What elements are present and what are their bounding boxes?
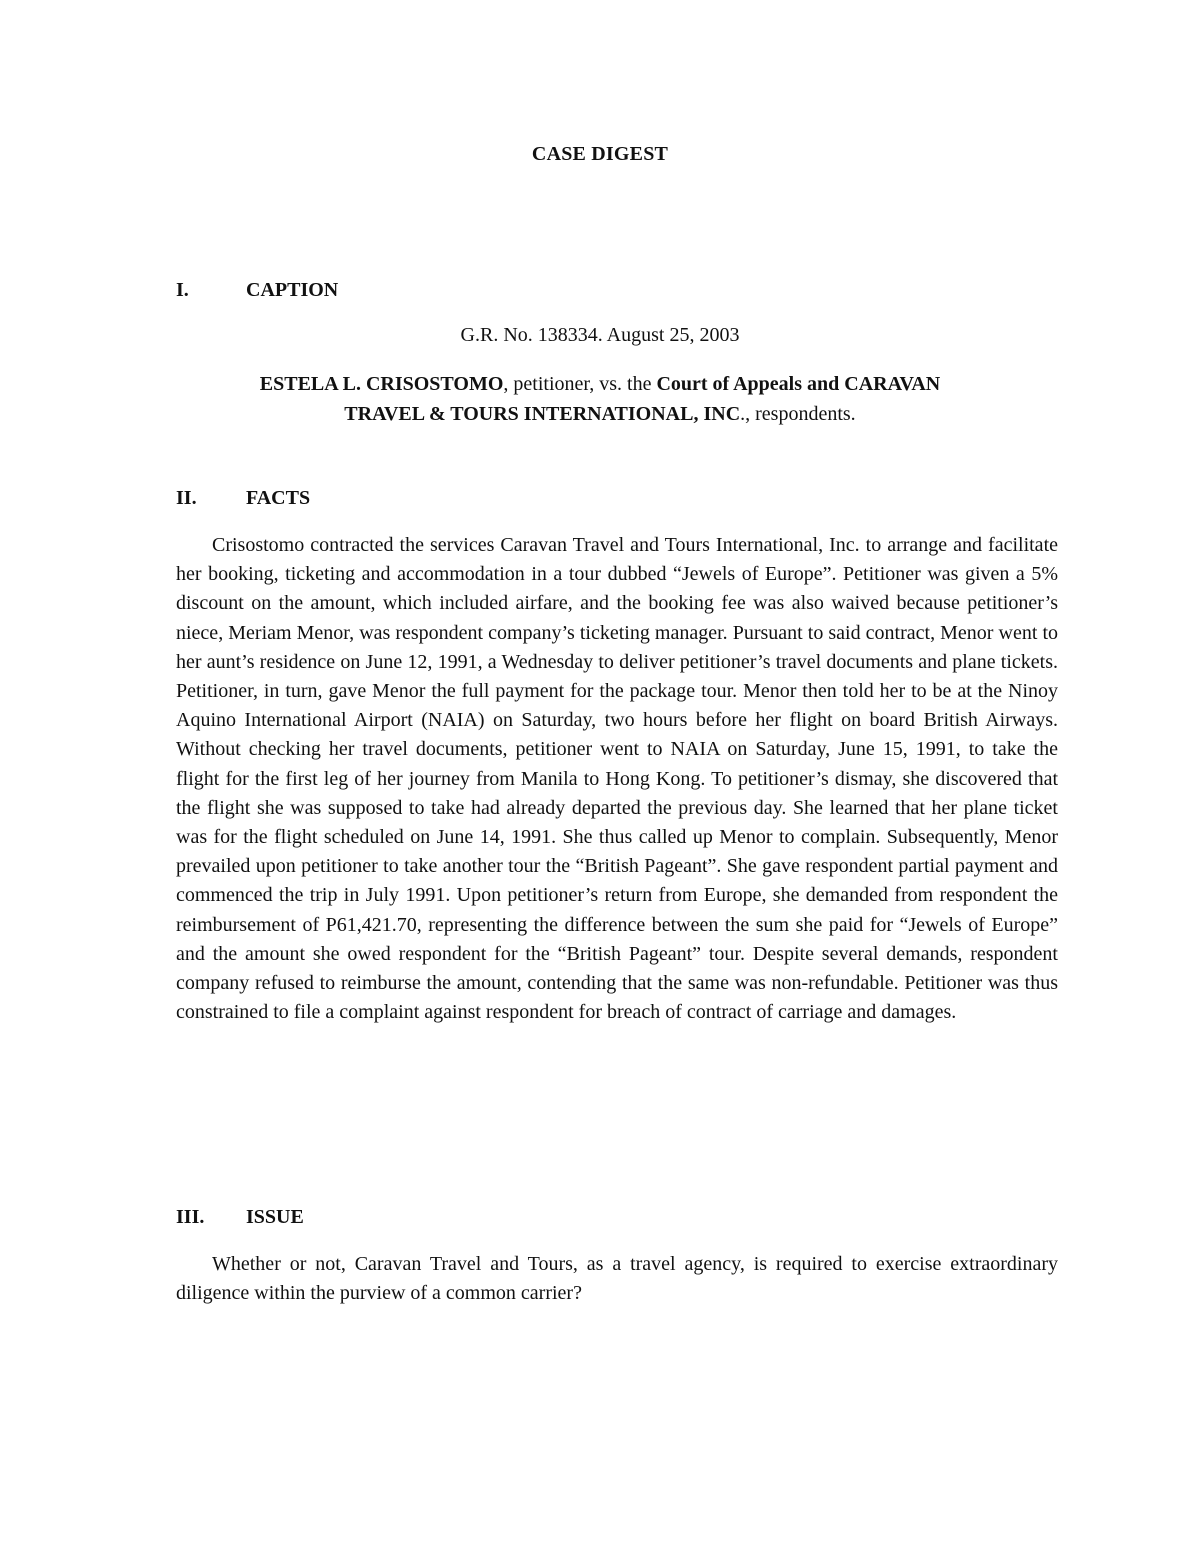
section-heading-facts bbox=[176, 487, 310, 510]
respondents-line-1: Court of Appeals and CARAVAN bbox=[656, 373, 941, 395]
section-title: CAPTION bbox=[246, 279, 339, 301]
respondents-suffix: ., respondents. bbox=[740, 403, 856, 425]
case-number-date: G.R. No. 138334. August 25, 2003 bbox=[460, 324, 740, 346]
section-number: II. bbox=[176, 487, 197, 509]
section-title: ISSUE bbox=[246, 1206, 304, 1228]
document-title: CASE DIGEST bbox=[531, 143, 669, 165]
case-parties bbox=[0, 369, 1200, 429]
respondents-line-2: TRAVEL & TOURS INTERNATIONAL, INC bbox=[344, 403, 741, 425]
section-number: I. bbox=[176, 279, 189, 301]
section-heading-caption bbox=[176, 279, 338, 302]
petitioner-role: , petitioner, vs. the bbox=[503, 373, 657, 395]
issue-paragraph: Whether or not, Caravan Travel and Tours, as a travel agency, is required to exercise extraordinary diligence within the purview of a common carrier? bbox=[176, 1253, 1058, 1305]
petitioner-name: ESTELA L. CRISOSTOMO bbox=[259, 373, 504, 395]
section-title: FACTS bbox=[246, 487, 311, 509]
section-number: III. bbox=[176, 1206, 205, 1228]
section-heading-issue bbox=[176, 1206, 304, 1229]
facts-paragraph: Crisostomo contracted the services Caravan Travel and Tours International, Inc. to arrange and facilitate her booking, ticketing and accommodation in a tour dubbed “Jewels of Europe”. Petitioner was given a 5% discount on the amount, which included airfare, and the booking fee was also waived because petitioner’s niece, Meriam Menor, was respondent company’s ticketing manager. Pursuant to said contract, Menor went to her aunt’s residence on June 12, 1991, a Wednesday to deliver petitioner’s travel documents and plane tickets. Petitioner, in turn, gave Menor the full payment for the package tour. Menor then told her to be at the Ninoy Aquino International Airport (NAIA) on Saturday, two hours before her flight on board British Airways. Without checking her travel documents, petitioner went to NAIA on Saturday, June 15, 1991, to take the flight for the first leg of her journey from Manila to Hong Kong. To petitioner’s dismay, she discovered that the flight she was supposed to take had already departed the previous day. She learned that her plane ticket was for the flight scheduled on June 14, 1991. She thus called up Menor to complain. Subsequently, Menor prevailed upon petitioner to take another tour the “British Pageant”. She gave respondent partial payment and commenced the trip in July 1991. Upon petitioner’s return from Europe, she demanded from respondent the reimbursement of P61,421.70, representing the difference between the sum she paid for “Jewels of Europe” and the amount she owed respondent for the “British Pageant” tour. Despite several demands, respondent company refused to reimburse the amount, contending that the same was non-refundable. Petitioner was thus constrained to file a complaint against respondent for breach of contract of carriage and damages. bbox=[176, 534, 1058, 1024]
